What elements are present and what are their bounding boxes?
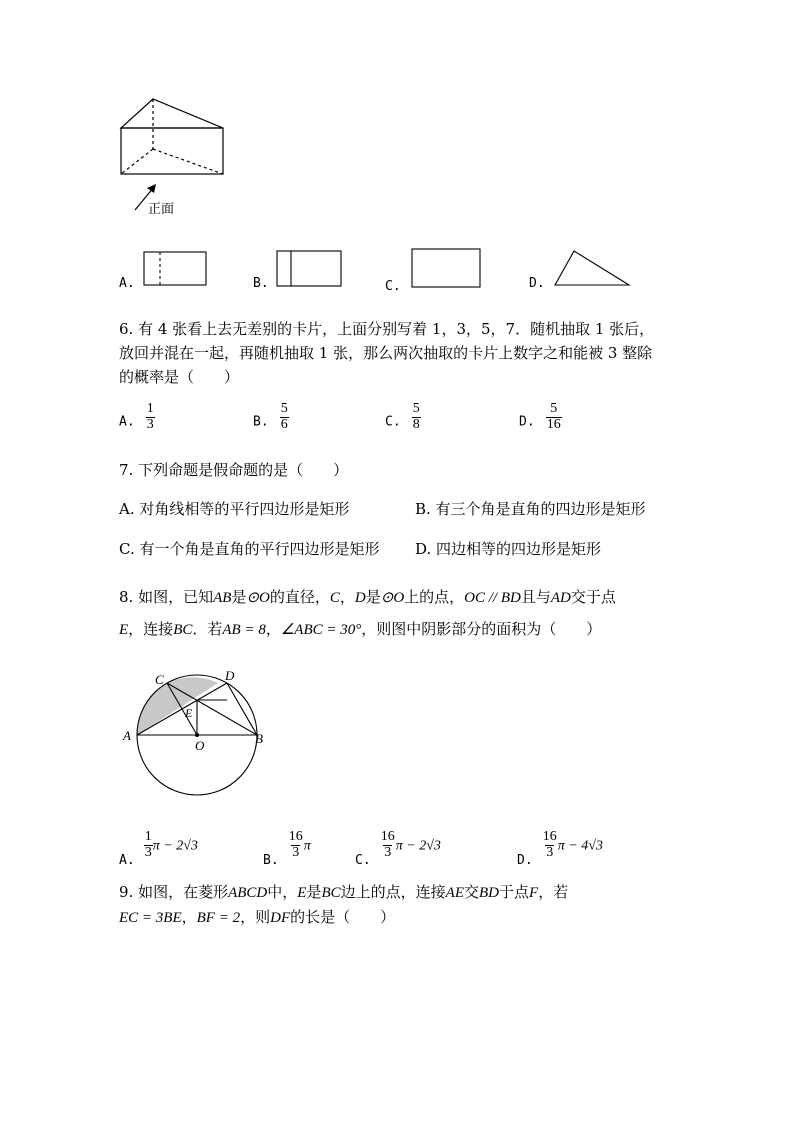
point-b-label: B [255,731,263,746]
q5-option-c-figure [409,246,485,290]
point-e-label: E [185,706,193,720]
q8-option-c[interactable]: $_{C.}$ $\frac{16}{3}$ π − 2√3 [355,829,441,868]
q6-stem-line1: 6. 有 4 张看上去无差别的卡片，上面分别写着 1，3，5，7．随机抽取 1 张后， [119,320,655,338]
q7-stem: 7. 下列命题是假命题的是（ ） [119,461,349,479]
q6-option-c[interactable]: C. $\frac{5}{8}$ [385,401,420,432]
q8-option-d[interactable]: $_{D.}$ $\frac{16}{3}$ π − 4√3 [517,829,603,868]
q6-option-a-fraction: $\frac{1}{3}$ [146,401,154,432]
q8-option-a[interactable]: $_{A.}$ $\frac{1}{3}$ π − 2√3 [119,829,198,868]
q8-stem-line1: 8. 如图，已知AB是⊙O的直径，C，D是⊙O上的点，OC // BD且与AD交于点 [119,588,616,606]
q6-option-b-fraction: $\frac{5}{6}$ [280,401,288,432]
q7-option-b[interactable]: B. 有三个角是直角的四边形是矩形 [415,500,646,518]
q6-option-a[interactable]: A. $\frac{1}{3}$ [119,401,154,432]
circle-o-symbol: ⊙O [380,590,405,606]
q9-stem-line1: 9. 如图，在菱形ABCD中，E是BC边上的点，连接AE交BD于点F，若 [119,883,569,901]
circle-o-symbol: ⊙O [246,590,270,606]
q7-option-d[interactable]: D. 四边相等的四边形是矩形 [415,540,602,558]
q6-option-c-fraction: $\frac{5}{8}$ [412,401,420,432]
q6-option-b[interactable]: B. $\frac{5}{6}$ [253,401,288,432]
q6-option-d[interactable]: D. $\frac{5}{16}$ [519,401,561,432]
prism-figure [110,90,240,225]
q8-stem-line2: E，连接BC．若AB = 8，∠ABC = 30°，则图中阴影部分的面积为（ ） [119,620,602,638]
q5-option-a-figure [141,249,211,289]
q6-stem-line3: 的概率是（ ） [119,368,240,386]
point-a-label: A [123,728,131,743]
q5-option-b-label[interactable]: B. [253,276,269,291]
q7-option-c[interactable]: C. 有一个角是直角的平行四边形是矩形 [119,540,380,558]
q9-stem-line2: EC = 3BE，BF = 2，则DF的长是（ ） [119,908,396,926]
q5-option-c-label[interactable]: C. [385,279,401,294]
point-o-label: O [195,738,205,753]
q6-stem-line2: 放回并混在一起，再随机抽取 1 张，那么两次抽取的卡片上数字之和能被 3 整除 [119,344,653,362]
q5-option-d-figure [552,248,634,290]
point-c-label: C [155,672,164,687]
q8-circle-figure [115,665,275,800]
q6-option-d-fraction: $\frac{5}{16}$ [546,401,561,432]
q8-option-c-fraction: $\frac{16}{3}$ [380,829,395,860]
q7-option-a[interactable]: A. 对角线相等的平行四边形是矩形 [119,500,350,518]
q5-option-b-figure [274,248,346,290]
q8-option-b[interactable]: $_{B.}$ $\frac{16}{3}$ π [263,829,311,868]
q5-option-d-label[interactable]: D. [529,276,545,291]
q8-option-b-fraction: $\frac{16}{3}$ [288,829,303,860]
q5-option-a-label[interactable]: A. [119,276,135,291]
q8-option-d-fraction: $\frac{16}{3}$ [542,829,557,860]
point-d-label: D [225,668,235,683]
shaded-region [137,677,218,735]
q8-option-a-fraction: $\frac{1}{3}$ [144,829,152,860]
front-view-label: 正面 [148,202,175,217]
